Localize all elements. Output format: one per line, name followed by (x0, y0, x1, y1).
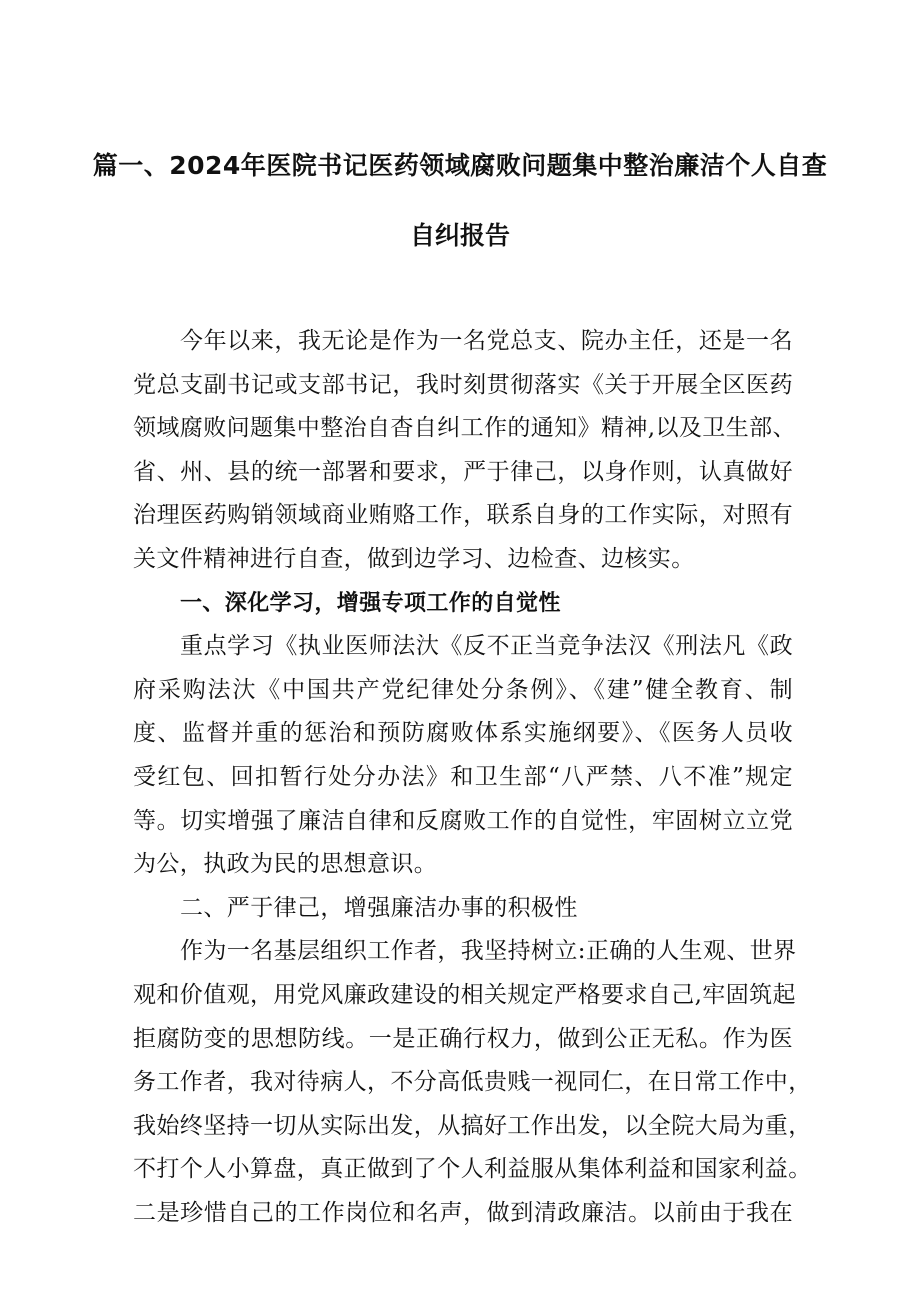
body-text-line: 不打个人小算盘，真正做到了个人利益服从集体利益和国家利益。 (133, 1156, 812, 1183)
body-text-line: 领域腐败问题集中整治自杳自纠工作的通知》精神,以及卫生部、 (133, 415, 796, 442)
document-title-line-1: 篇一、2024年医院书记医药领域腐败问题集中整治廉洁个人自查 (92, 151, 828, 180)
body-text-line: 重点学习《执业医师法汏《反不正当竞争法汉《刑法凡《政 (180, 633, 793, 660)
body-text-line: 省、州、县的统一部署和要求，严于律己，以身作则，认真做好 (133, 458, 793, 485)
body-text-line: 务工作者，我对待病人，不分高低贵贱一视同仁，在日常工作中， (133, 1069, 812, 1096)
body-text-line: 今年以来，我无论是作为一名党总支、院办主任，还是一名 (180, 328, 793, 354)
section-heading: 一、深化学习，增强专项工作的自觉性 (180, 590, 561, 616)
body-text-line: 我始终坚持一切从实际出发，从搞好工作出发，以全院大局为重， (133, 1112, 812, 1139)
body-text-line: 等。切实增强了廉洁自律和反腐败工作的自觉性，牢固树立立党 (133, 807, 793, 834)
document-title-line-2: 自纠报告 (409, 221, 510, 250)
body-text-line: 观和价值观，用党风廉政建设的相关规定严格要求自己,牢固筑起 (133, 981, 796, 1008)
body-text-line: 党总支副书记或支部书记，我时刻贯彻落实《关于开展全区医药 (133, 371, 793, 398)
body-text-line: 二、严于律己，增强廉洁办事的积极性 (180, 894, 578, 921)
body-text-line: 府采购法汏《中国共产党纪律处分条例》、《建”健全教育、制 (133, 676, 793, 703)
body-text-line: 受红包、回扣暂行处分办法》和卫生部“八严禁、八不准”规定 (133, 763, 793, 790)
body-text-line: 治理医药购销领域商业贿赂工作，联系自身的工作实际，对照有 (133, 502, 793, 529)
body-text-line: 作为一名基层组织工作者，我坚持树立:正确的人生观、世界 (180, 938, 797, 965)
body-text-line: 为公，执政为民的思想意识。 (133, 851, 438, 878)
body-text-line: 拒腐防变的思想防线。一是正确行权力，做到公正无私。作为医 (133, 1025, 793, 1052)
body-text-line: 二是珍惜自己的工作岗位和名声，做到清政廉洁。以前由于我在 (133, 1199, 793, 1226)
document-body (133, 320, 812, 1235)
body-text-line: 度、监督并重的惩治和预防腐败体系实施纲要》、《医务人员收 (133, 720, 793, 747)
body-text-line: 关文件精神进行自查，做到边学习、边检查、边核实。 (133, 545, 695, 572)
